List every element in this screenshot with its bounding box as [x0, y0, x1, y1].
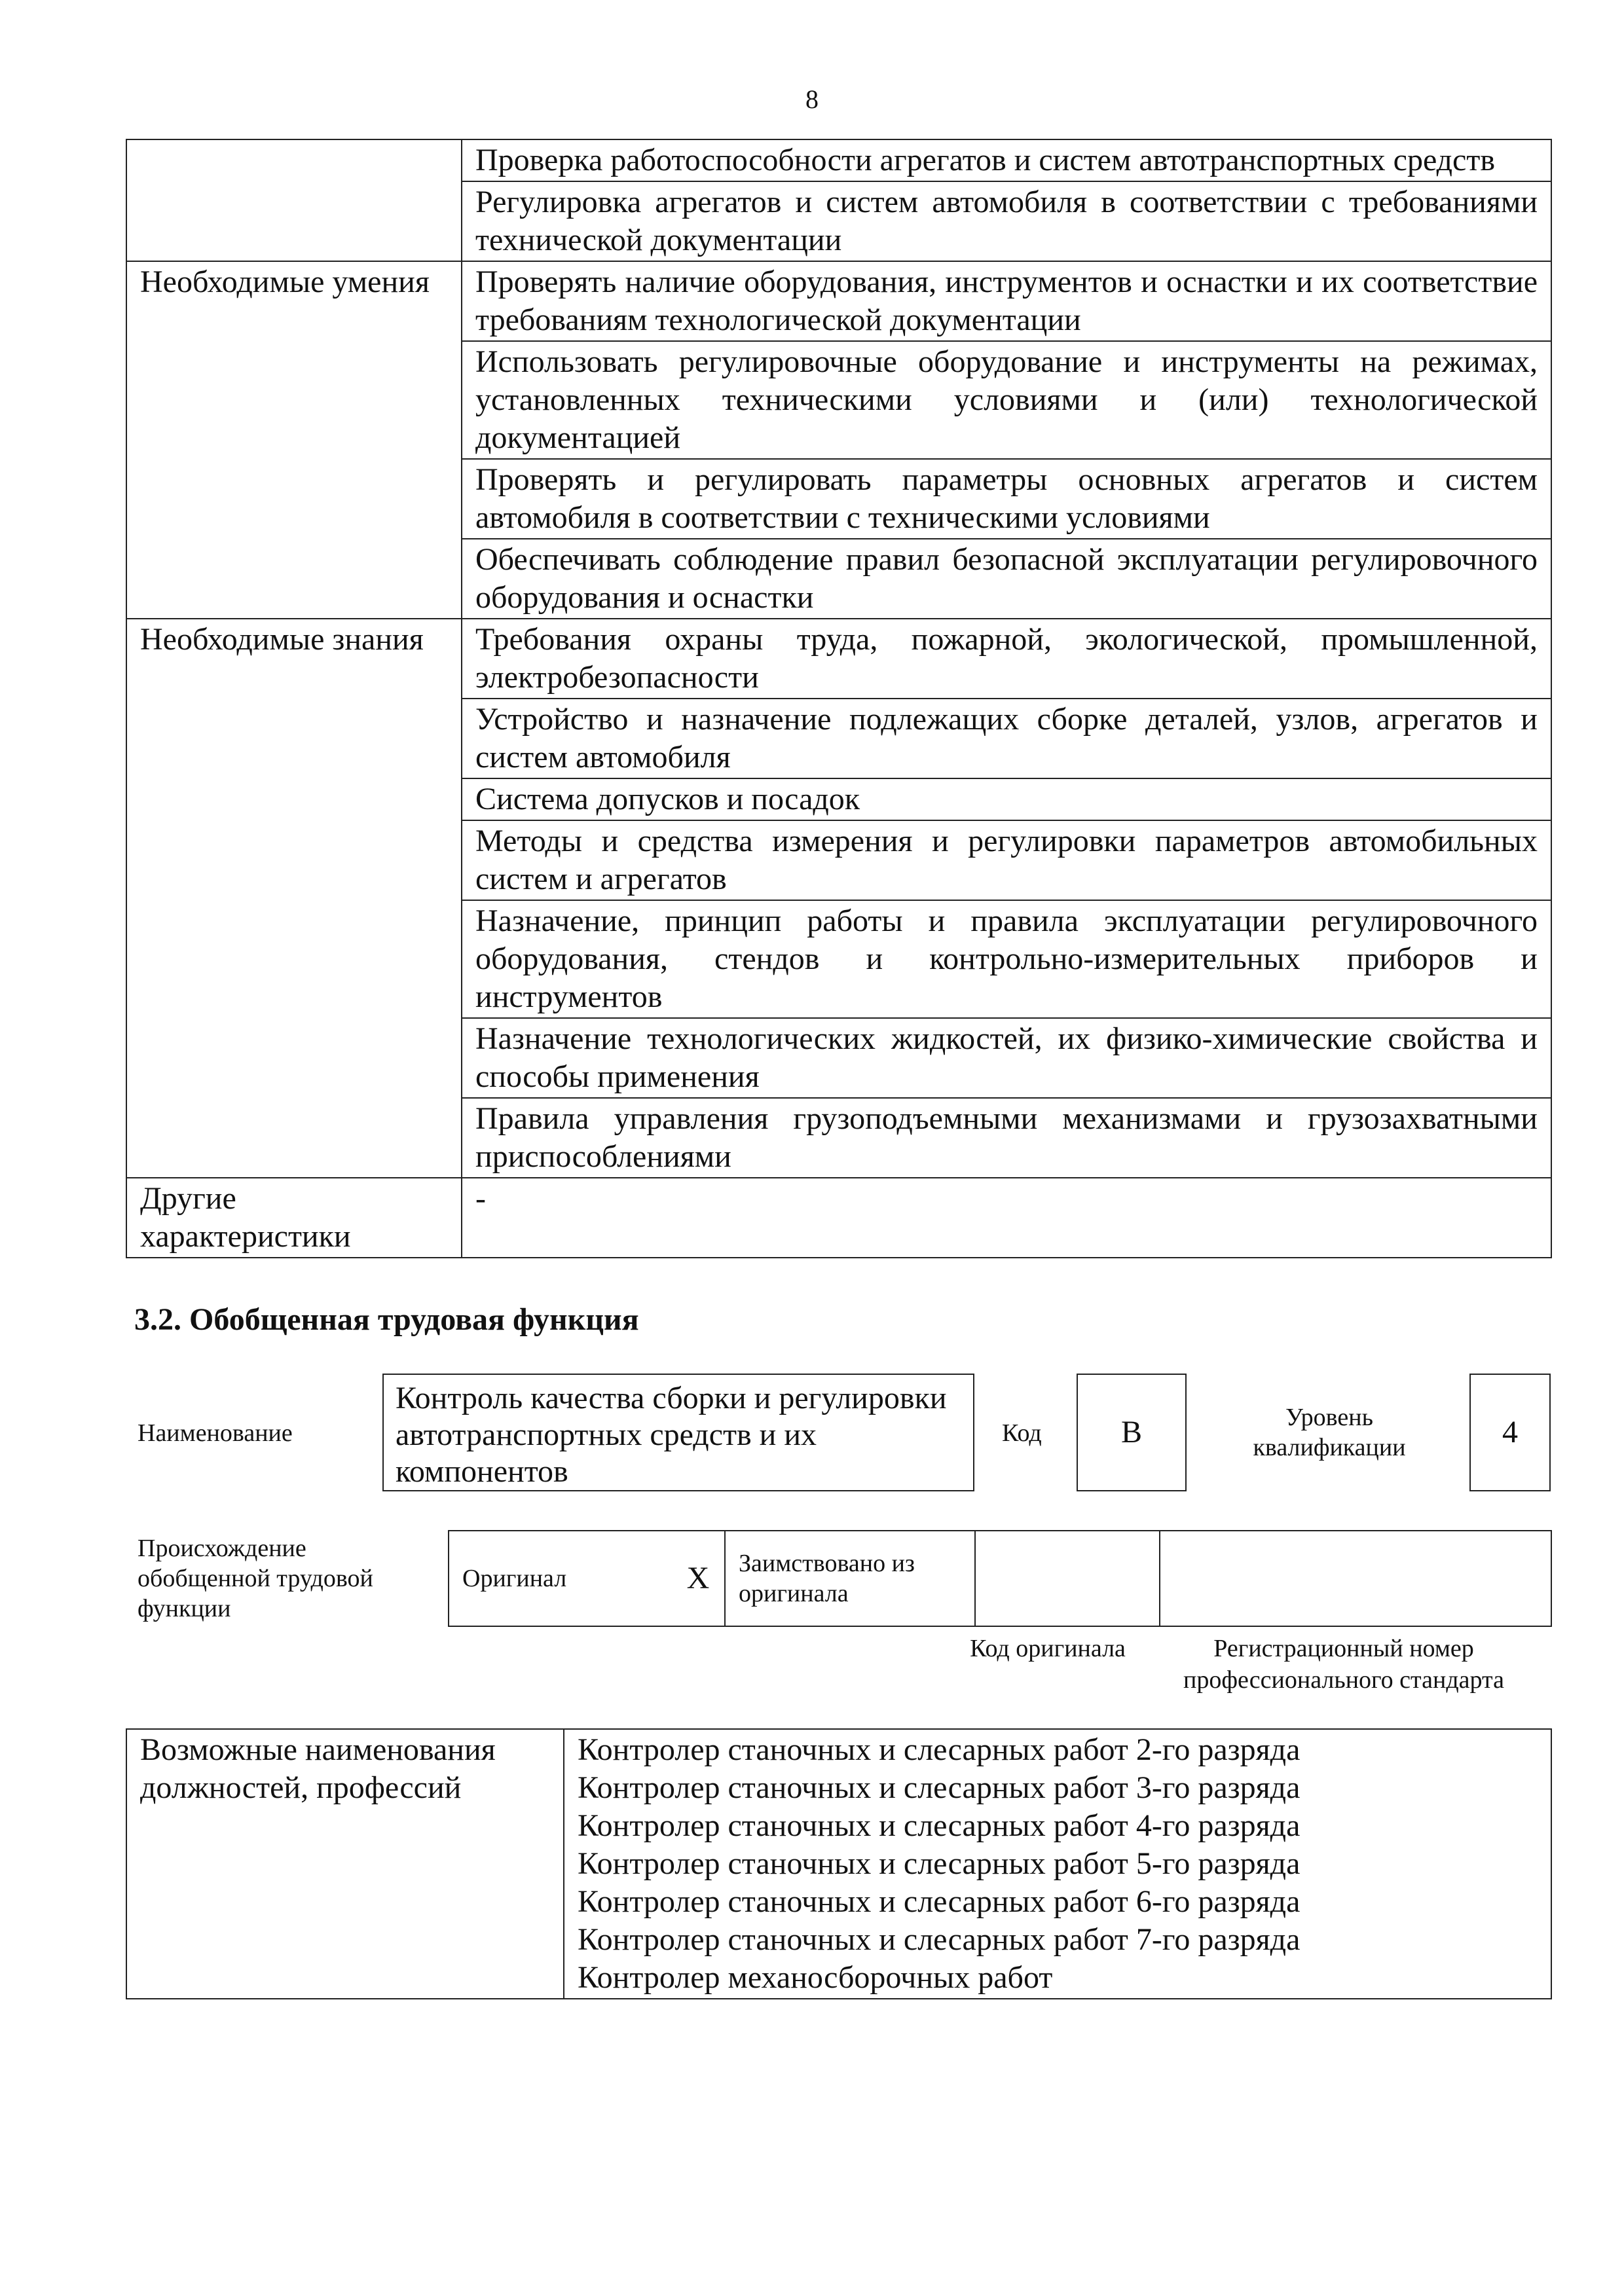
table-cell: Проверять и регулировать параметры основных агрегатов и систем автомобиля в соответствии с техническими условиями	[462, 459, 1551, 539]
positions-list	[564, 1729, 1551, 1999]
table-cell: Проверять наличие оборудования, инструментов и оснастки и их соответствие требованиям технологической документации	[462, 261, 1551, 341]
section-title: 3.2. Обобщенная трудовая функция	[134, 1302, 639, 1337]
table-row	[449, 1531, 1551, 1626]
level-value-box: 4	[1469, 1374, 1551, 1491]
list-item: Контролер станочных и слесарных работ 3-го разряда	[578, 1770, 1301, 1805]
row-label-other: Другие характеристики	[126, 1178, 462, 1258]
table-cell: -	[462, 1178, 1551, 1258]
list-item: Контролер станочных и слесарных работ 7-го разряда	[578, 1922, 1301, 1957]
original-code-cell	[975, 1531, 1160, 1626]
list-item: Контролер станочных и слесарных работ 2-го разряда	[578, 1732, 1301, 1767]
row-label-skills: Необходимые умения	[126, 261, 462, 619]
original-label: Оригинал	[449, 1531, 672, 1626]
original-mark: X	[672, 1531, 725, 1626]
table-cell: Требования охраны труда, пожарной, экологической, промышленной, электробезопасности	[462, 619, 1551, 699]
row-label	[126, 139, 462, 261]
table-cell: Проверка работоспособности агрегатов и систем автотранспортных средств	[462, 139, 1551, 181]
table-cell: Система допусков и посадок	[462, 778, 1551, 820]
code-caption: Код оригинала	[970, 1635, 1126, 1662]
list-item: Контролер механосборочных работ	[578, 1960, 1053, 1995]
name-label: Наименование	[138, 1419, 293, 1447]
level-label: Уровень квалификации	[1253, 1404, 1406, 1461]
registration-number-cell	[1160, 1531, 1551, 1626]
list-item: Контролер станочных и слесарных работ 6-го разряда	[578, 1884, 1301, 1919]
table-cell: Методы и средства измерения и регулировки параметров автомобильных систем и агрегатов	[462, 820, 1551, 900]
table-cell: Обеспечивать соблюдение правил безопасной эксплуатации регулировочного оборудования и оснастки	[462, 539, 1551, 619]
code-label: Код	[1002, 1419, 1042, 1447]
origin-label: Происхождение обобщенной трудовой функции	[138, 1535, 373, 1622]
table-row	[126, 261, 1551, 341]
borrowed-label: Заимствовано из оригинала	[725, 1531, 975, 1626]
name-value-box: Контроль качества сборки и регулировки автотранспортных средств и их компонентов	[382, 1374, 974, 1491]
table-cell: Устройство и назначение подлежащих сборке деталей, узлов, агрегатов и систем автомобиля	[462, 699, 1551, 778]
row-label-knowledge: Необходимые знания	[126, 619, 462, 1178]
requirements-table	[126, 139, 1552, 1258]
table-row	[126, 1729, 1551, 1999]
list-item: Контролер станочных и слесарных работ 4-го разряда	[578, 1808, 1301, 1843]
table-cell: Регулировка агрегатов и систем автомобиля в соответствии с требованиями технической документации	[462, 181, 1551, 261]
positions-label: Возможные наименования должностей, профессий	[126, 1729, 564, 1999]
reg-caption: Регистрационный номер профессионального стандарта	[1183, 1635, 1504, 1694]
code-value-box: B	[1077, 1374, 1187, 1491]
list-item: Контролер станочных и слесарных работ 5-го разряда	[578, 1846, 1301, 1881]
table-row	[126, 1178, 1551, 1258]
positions-table	[126, 1728, 1552, 1999]
table-cell: Назначение технологических жидкостей, их физико-химические свойства и способы применения	[462, 1018, 1551, 1098]
table-row	[126, 619, 1551, 699]
table-cell: Назначение, принцип работы и правила эксплуатации регулировочного оборудования, стендов и контрольно-измерительных приборов и инструментов	[462, 900, 1551, 1018]
table-row	[126, 139, 1551, 181]
page-number: 8	[805, 84, 819, 114]
table-cell: Использовать регулировочные оборудование и инструменты на режимах, установленных техническими условиями и (или) технологической документацией	[462, 341, 1551, 459]
table-cell: Правила управления грузоподъемными механизмами и грузозахватными приспособлениями	[462, 1098, 1551, 1178]
origin-table	[448, 1530, 1552, 1627]
